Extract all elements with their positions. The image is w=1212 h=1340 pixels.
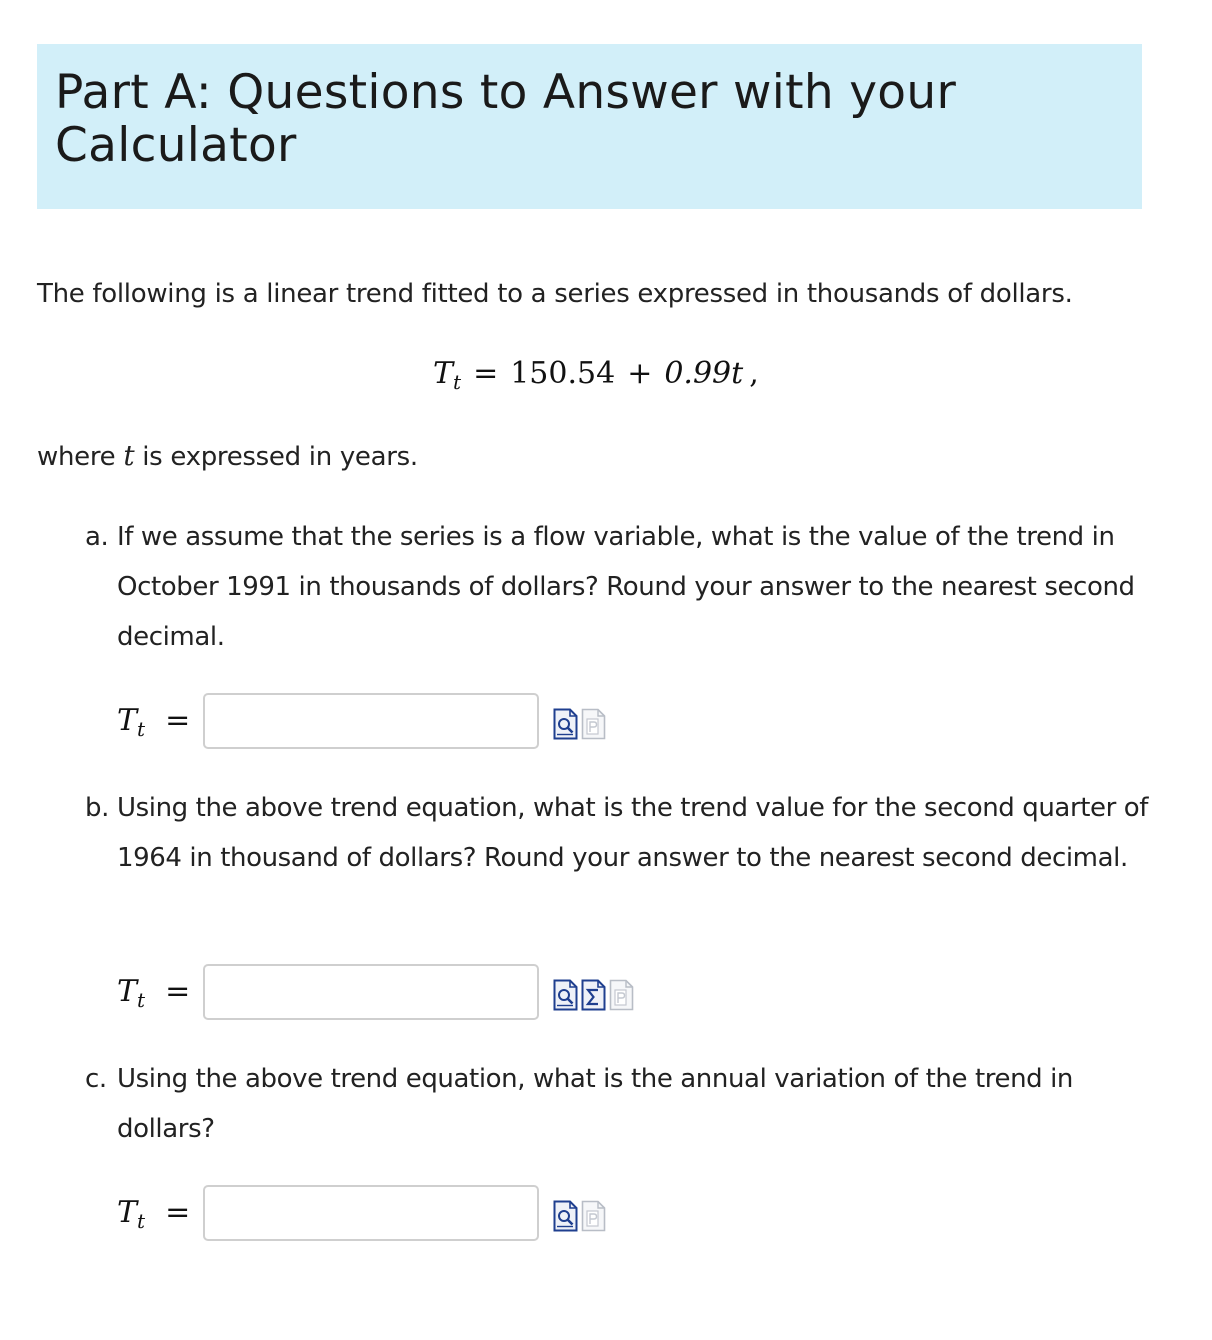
question-letter: c. [85, 1064, 107, 1094]
answer-lhs-sub: t [137, 1209, 146, 1233]
question-letter: b. [85, 793, 109, 823]
where-after: is expressed in years. [134, 442, 418, 472]
answer-tools-a [553, 707, 606, 743]
section-header [37, 44, 1142, 209]
where-var: t [123, 439, 135, 472]
preview-icon[interactable] [553, 707, 578, 741]
equation-trailing: , [749, 356, 759, 391]
answer-lhs [117, 1193, 190, 1233]
preview-icon[interactable] [553, 978, 578, 1012]
where-text [37, 438, 418, 475]
equation-plus: + [627, 356, 653, 391]
answer-lhs-var: T [117, 974, 138, 1009]
answer-lhs [117, 972, 190, 1012]
question-text: Using the above trend equation, what is the trend value for the second quarter of 1964 in thousand of dollars? Round your answer to the nearest second decimal. [117, 793, 1149, 873]
answer-lhs-var: T [117, 1195, 138, 1230]
question-text: If we assume that the series is a flow variable, what is the value of the trend in October 1991 in thousands of dollars? Round your answer to the nearest second decimal. [117, 522, 1135, 652]
equation-lhs-var: T [433, 356, 454, 391]
equation-equals: = [473, 356, 499, 391]
section-title: Part A: Questions to Answer with your Calculator [55, 65, 957, 173]
question-b [85, 783, 1155, 883]
answer-lhs-sub: t [137, 717, 146, 741]
equation-editor-icon[interactable] [581, 978, 606, 1012]
answer-lhs-var: T [117, 703, 138, 738]
preview-icon[interactable] [553, 1199, 578, 1233]
answer-input-a[interactable] [203, 693, 539, 749]
answer-equals: = [165, 1195, 191, 1230]
where-before: where [37, 442, 124, 472]
paper-icon[interactable] [581, 707, 606, 741]
answer-lhs-sub: t [137, 988, 146, 1012]
answer-input-b[interactable] [203, 964, 539, 1020]
equation-slope-term: 0.99t [664, 356, 744, 391]
paper-icon[interactable] [609, 978, 634, 1012]
answer-equals: = [165, 703, 191, 738]
equation-intercept: 150.54 [510, 356, 616, 391]
answer-tools-b [553, 978, 634, 1014]
answer-equals: = [165, 974, 191, 1009]
equation-lhs-sub: t [453, 370, 462, 394]
question-a [85, 512, 1155, 662]
question-letter: a. [85, 522, 109, 552]
question-text: Using the above trend equation, what is the annual variation of the trend in dollars? [117, 1064, 1074, 1144]
question-c [85, 1054, 1155, 1154]
paper-icon[interactable] [581, 1199, 606, 1233]
trend-equation [433, 352, 759, 396]
answer-tools-c [553, 1199, 606, 1235]
answer-lhs [117, 701, 190, 741]
answer-input-c[interactable] [203, 1185, 539, 1241]
intro-text: The following is a linear trend fitted to a series expressed in thousands of dollars. [37, 279, 1073, 309]
